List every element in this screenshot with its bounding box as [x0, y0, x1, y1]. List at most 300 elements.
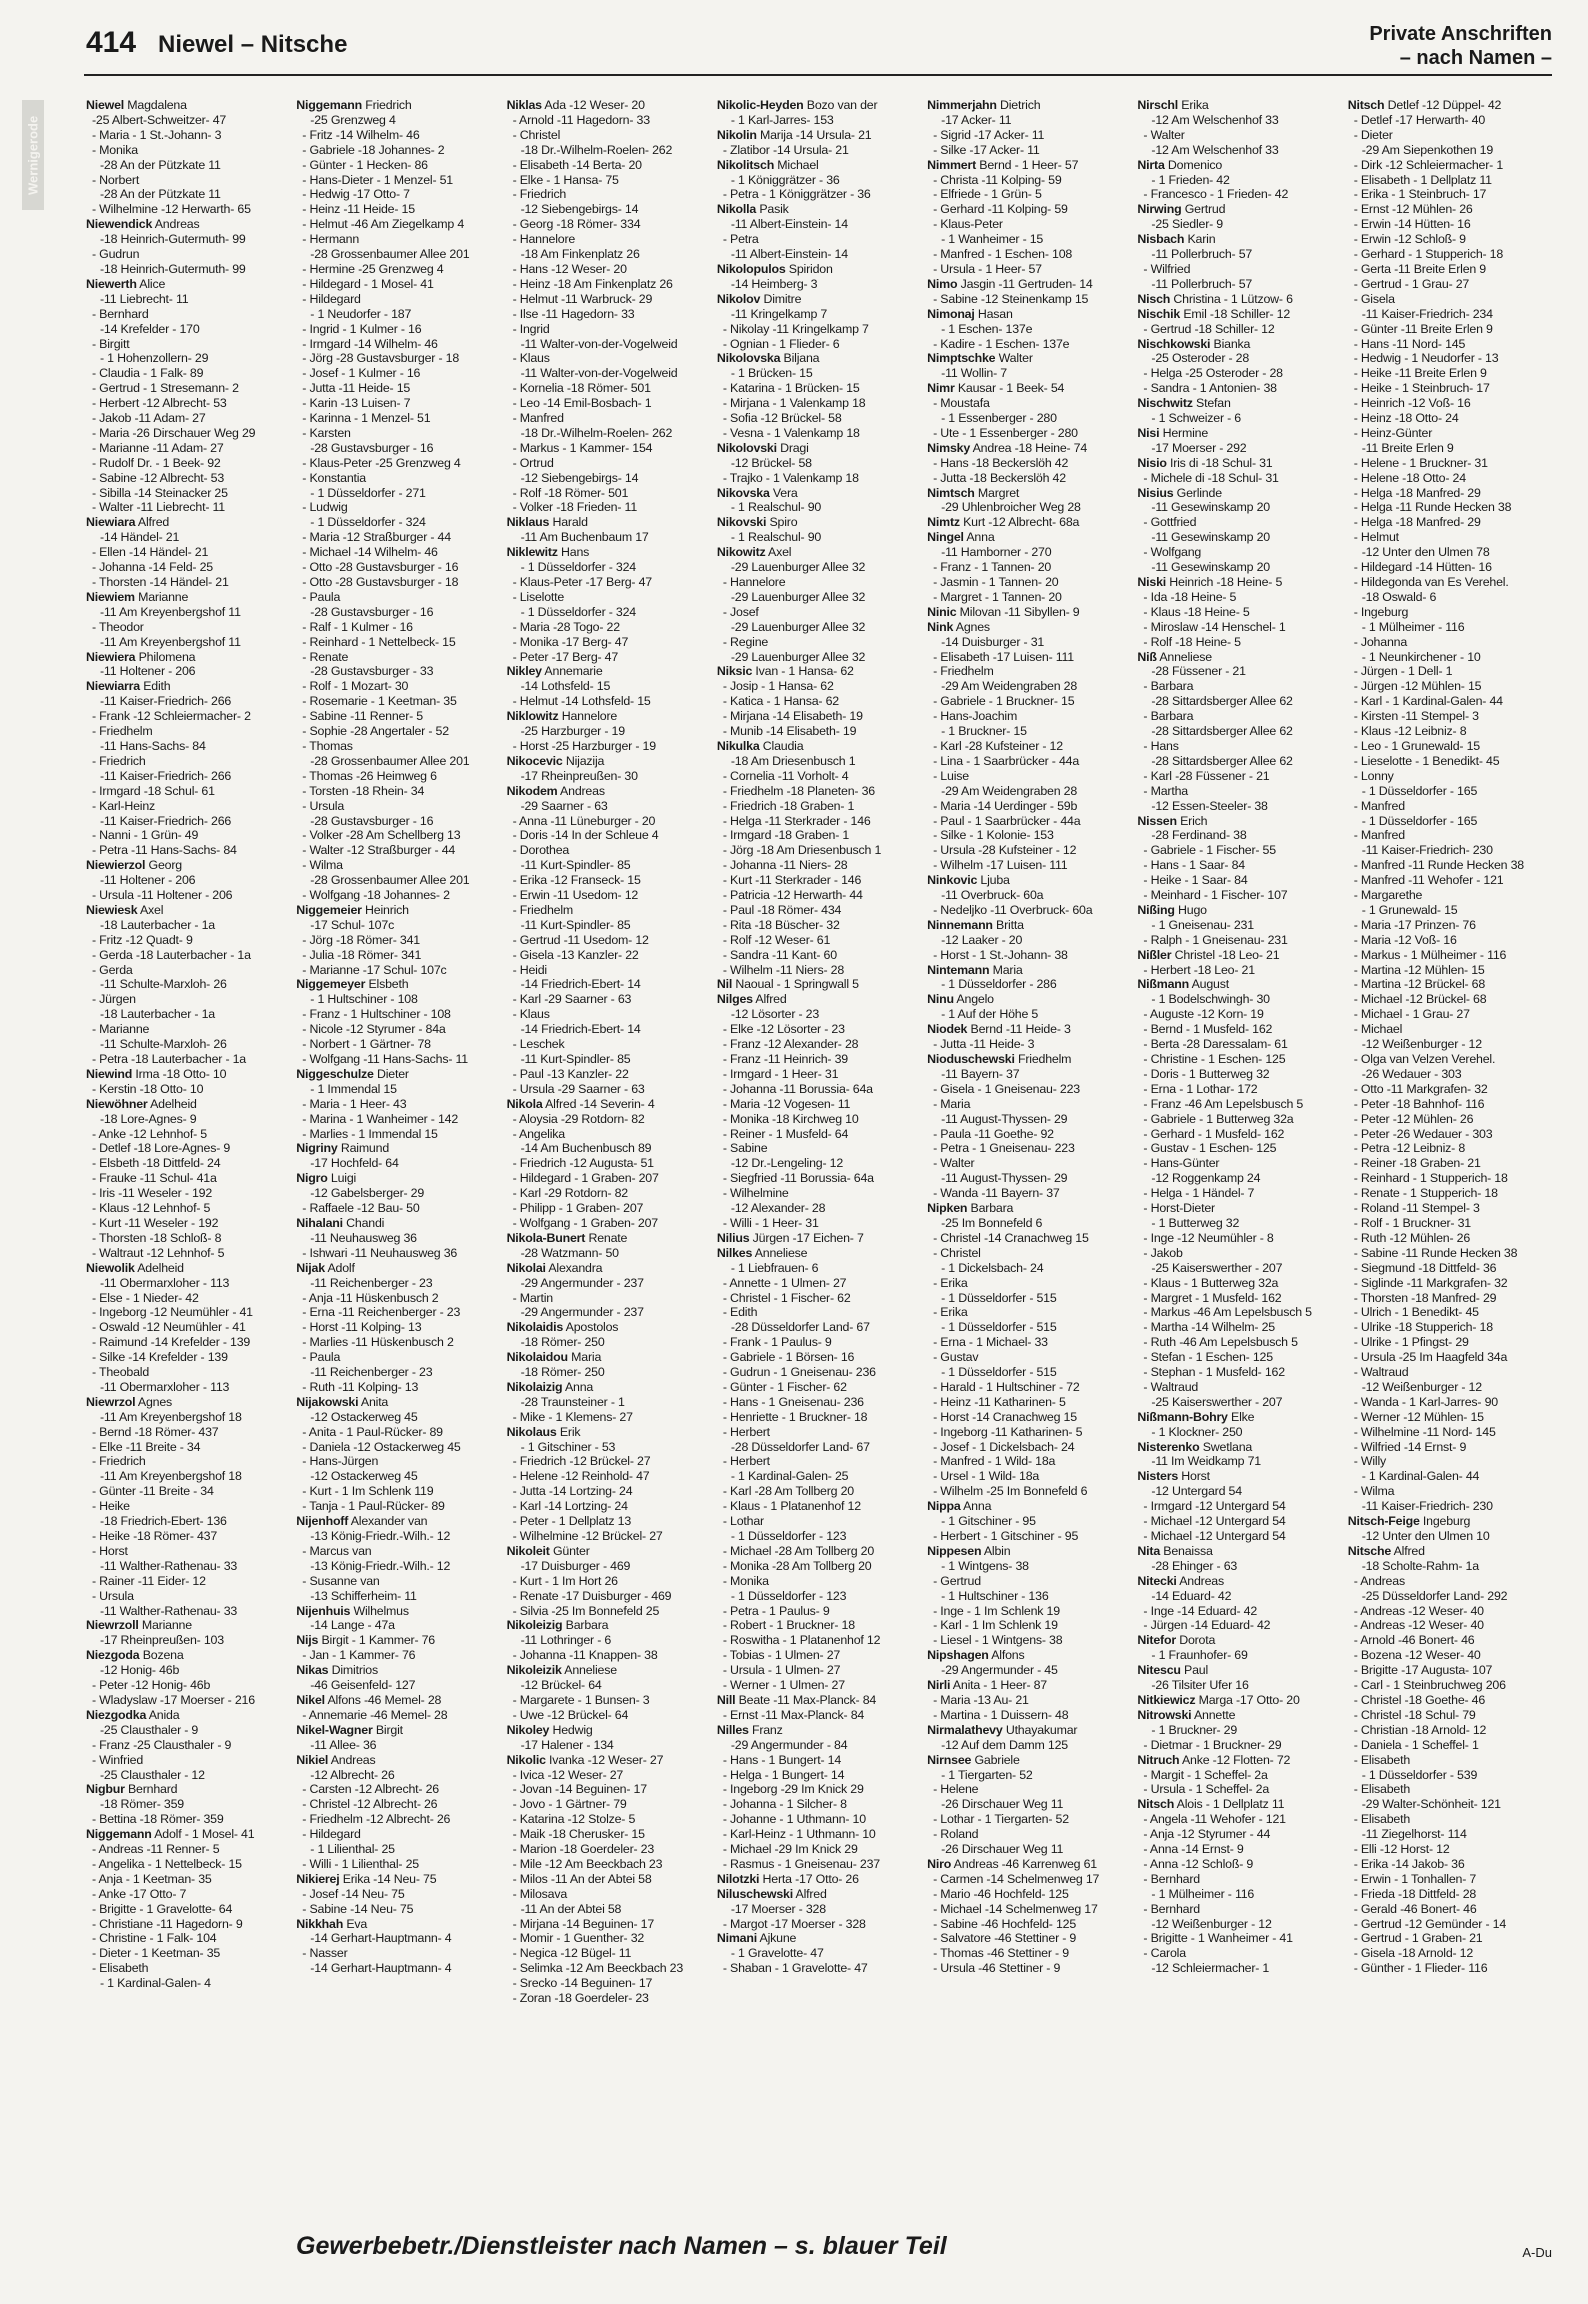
directory-subentry: - Helene -18 Otto- 24 [1353, 470, 1466, 485]
directory-subentry: - Helga -11 Runde Hecken 38 [1353, 500, 1512, 515]
entry-details: Albin [981, 1543, 1011, 1558]
entry-details: Anke -12 Flotten- 72 [1179, 1752, 1291, 1767]
surname: Nikolla [716, 202, 757, 217]
directory-address-line: -11 Ziegelhorst- 114 [1361, 1827, 1467, 1842]
directory-subentry: - Ernst -11 Max-Planck- 84 [722, 1707, 865, 1722]
entry-details: Eva [343, 1916, 368, 1931]
entry-details: Birgit - 1 Kammer- 76 [318, 1633, 436, 1648]
surname: Ningel [927, 530, 964, 545]
directory-subentry: - Erika [933, 1275, 968, 1290]
directory-subentry: -25 Albert-Schweitzer- 47 [92, 112, 227, 127]
directory-subentry: - Christel -12 Albrecht- 26 [302, 1797, 438, 1812]
directory-subentry: - Waltraud [1143, 1379, 1199, 1394]
surname: Nikocevic [506, 753, 563, 768]
directory-address-line: -28 Watzmann- 50 [520, 1245, 619, 1260]
directory-subentry: - Anja -12 Styrumer - 44 [1143, 1827, 1271, 1842]
entry-details: Alois - 1 Dellplatz 11 [1174, 1797, 1285, 1812]
directory-subentry: - Lothar - 1 Tiergarten- 52 [933, 1812, 1069, 1827]
directory-address-line: - 1 Essenberger - 280 [941, 411, 1057, 426]
directory-subentry: - Margret - 1 Musfeld- 162 [1143, 1290, 1282, 1305]
directory-subentry: - Margret - 1 Tannen- 20 [933, 589, 1062, 604]
directory-subentry: - Thomas -46 Stettiner - 9 [933, 1946, 1069, 1961]
directory-entry [717, 486, 921, 501]
directory-subentry: - Anita - 1 Paul-Rücker- 89 [302, 1424, 443, 1439]
directory-subentry: - Elisabeth [1353, 1752, 1411, 1767]
entry-details: Bozena [139, 1648, 184, 1663]
directory-address-line: - 1 Realschul- 90 [730, 530, 822, 545]
directory-subentry: - Heike - 1 Saar- 84 [1143, 873, 1248, 888]
directory-subentry: - Theobald [92, 1365, 150, 1380]
directory-subentry: - Kirsten -11 Stempel- 3 [1353, 709, 1479, 724]
entry-details: Nijazija [562, 753, 605, 768]
directory-address-line: - 1 Kardinal-Galen- 25 [730, 1469, 849, 1484]
directory-subentry: - Michael -14 Wilhelm- 46 [302, 545, 438, 560]
directory-subentry: - Mirjana -14 Elisabeth- 19 [722, 709, 863, 724]
directory-subentry: - Annemarie -46 Memel- 28 [302, 1707, 448, 1722]
directory-entry [507, 754, 711, 769]
directory-address-line: - 1 Realschul- 90 [730, 500, 822, 515]
directory-address-line: -26 Dirschauer Weg 11 [941, 1797, 1064, 1812]
entry-details: Renate [585, 1230, 628, 1245]
directory-subentry: - Maria -28 Togo- 22 [512, 619, 620, 634]
surname: Niggemeyer [296, 977, 366, 992]
entry-details: Dimitre [760, 291, 802, 306]
header-rule [84, 74, 1552, 76]
directory-address-line: -29 Walter-Schönheit- 121 [1361, 1797, 1501, 1812]
directory-entry [296, 1604, 500, 1619]
entry-details: Hedwig [549, 1722, 593, 1737]
entry-details: Britta [992, 917, 1024, 932]
entry-details: Karin [1184, 232, 1216, 247]
directory-subentry: - Monika -17 Berg- 47 [512, 634, 629, 649]
directory-subentry: - Johanna -14 Feld- 25 [92, 560, 213, 575]
directory-subentry: - Jakob -11 Adam- 27 [92, 411, 206, 426]
directory-address-line: -18 Scholte-Rahm- 1a [1361, 1558, 1479, 1573]
directory-address-line: -11 Kaiser-Friedrich- 266 [100, 768, 232, 783]
directory-subentry: - Milosava [512, 1886, 568, 1901]
surname: Niggemann [86, 1827, 152, 1842]
directory-subentry: - Negica -12 Bügel- 11 [512, 1946, 632, 1961]
directory-subentry: - Andreas -12 Weser- 40 [1353, 1603, 1484, 1618]
directory-entry [1137, 202, 1341, 217]
surname: Nilkes [716, 1245, 753, 1260]
directory-subentry: - Bettina -18 Römer- 359 [92, 1812, 224, 1827]
directory-subentry: - Manfred [1353, 798, 1405, 813]
directory-subentry: - Herbert - 1 Gitschiner - 95 [933, 1529, 1079, 1543]
surname: Nirta [1137, 157, 1165, 172]
entry-details: Ivan - 1 Hansa- 62 [752, 664, 854, 679]
surname: Niewöhner [86, 1096, 148, 1111]
directory-subentry: - Erwin -12 Schloß- 9 [1353, 232, 1466, 247]
directory-subentry: - Jürgen - 1 Dell- 1 [1353, 664, 1453, 679]
directory-entry [927, 158, 1131, 173]
directory-subentry: - Gabriele -18 Johannes- 2 [302, 142, 445, 157]
directory-subentry: - Christa -11 Kolping- 59 [933, 172, 1062, 187]
section-title [1369, 22, 1552, 70]
directory-subentry: - Aloysia -29 Rotdorn- 82 [512, 1111, 645, 1126]
directory-entry [1137, 232, 1341, 247]
entry-details: Barbara [562, 1618, 609, 1633]
directory-subentry: - Hans - 1 Saar- 84 [1143, 858, 1245, 873]
directory-address-line: - 1 Bruckner- 29 [1151, 1722, 1238, 1737]
directory-entry [86, 1261, 290, 1276]
directory-entry [1137, 456, 1341, 471]
directory-subentry: - Karinna - 1 Menzel- 51 [302, 411, 431, 426]
directory-address-line: -28 Gustavsburger - 16 [310, 813, 434, 828]
directory-subentry: - Kurt - 1 Im Schlenk 119 [302, 1484, 434, 1499]
directory-address-line: -26 Wedauer - 303 [1361, 1066, 1462, 1081]
directory-subentry: - Sophie -28 Angertaler - 52 [302, 724, 449, 739]
directory-subentry: - Ursula -29 Saarner - 63 [512, 1081, 645, 1096]
surname: Nirnsee [927, 1752, 972, 1767]
directory-subentry: - Ortrud [512, 455, 554, 470]
directory-address-line: -25 Osteroder - 28 [1151, 351, 1250, 366]
directory-entry [507, 1320, 711, 1335]
directory-subentry: - Manfred -11 Wehofer - 121 [1353, 873, 1504, 888]
directory-entry [927, 351, 1131, 366]
directory-entry [927, 486, 1131, 501]
directory-address-line: -17 Rheinpreußen- 103 [100, 1633, 224, 1648]
directory-address-line: -12 Ostackerweg 45 [310, 1409, 418, 1424]
directory-entry [927, 277, 1131, 292]
surname: Niggemeier [296, 902, 362, 917]
directory-subentry: - Nanni - 1 Grün- 49 [92, 828, 199, 843]
surname: Nikolic [506, 1752, 546, 1767]
directory-address-line: -29 Lauenburger Allee 32 [730, 619, 866, 634]
surname: Nimtsch [927, 485, 975, 500]
directory-subentry: - Helene - 1 Bruckner- 31 [1353, 455, 1488, 470]
directory-subentry: - Hannelore [722, 575, 786, 589]
directory-subentry: - Rita -18 Büscher- 32 [722, 917, 840, 932]
directory-subentry: - Bernhard [1143, 1901, 1200, 1916]
entry-details: Marianne [134, 589, 189, 604]
directory-subentry: - Heinz -11 Katharinen- 5 [933, 1394, 1066, 1409]
directory-subentry: - Berta -28 Daressalam- 61 [1143, 1037, 1288, 1052]
directory-subentry: - Petra - 1 Paulus- 9 [722, 1603, 830, 1618]
directory-address-line: -18 Lauterbacher - 1a [100, 917, 215, 932]
directory-subentry: - Gertrud - 1 Graben- 21 [1353, 1931, 1483, 1946]
surname: Nikley [506, 664, 542, 679]
directory-address-line: -28 Sittardsberger Allee 62 [1151, 724, 1293, 739]
directory-subentry: - Elisabeth [92, 1961, 149, 1976]
directory-entry [717, 292, 921, 307]
directory-subentry: - Arnold -46 Bonert- 46 [1353, 1633, 1475, 1648]
directory-subentry: - Franz - 1 Hultschiner - 108 [302, 1007, 451, 1022]
directory-subentry: - Hans - 1 Bungert- 14 [722, 1752, 842, 1767]
directory-address-line: -28 Grossenbaumer Allee 201 [310, 247, 470, 262]
directory-subentry: - Christel -18 Goethe- 46 [1353, 1692, 1486, 1707]
entry-details: Alexandra [545, 1260, 603, 1275]
directory-address-line: - 1 Hultschiner - 108 [310, 992, 418, 1007]
directory-subentry: - Maria -14 Uerdinger - 59b [933, 798, 1078, 813]
directory-subentry: - Helga - 1 Händel- 7 [1143, 1186, 1255, 1201]
surname: Nikolin [716, 127, 757, 142]
directory-subentry: - Susanne van [302, 1573, 380, 1588]
directory-address-line: -11 August-Thyssen- 29 [941, 1171, 1068, 1186]
surname: Nißler [1137, 947, 1172, 962]
directory-subentry: - Paula [302, 1350, 341, 1365]
directory-subentry: - Jutta -11 Heide- 3 [933, 1037, 1035, 1052]
directory-address-line: -11 Kaiser-Friedrich- 230 [1361, 1499, 1493, 1514]
directory-address-line: -28 Füssener - 21 [1151, 664, 1246, 679]
directory-subentry: - Gottfried [1143, 515, 1197, 530]
directory-entry [86, 217, 290, 232]
directory-subentry: - Patricia -12 Herwarth- 44 [722, 888, 863, 903]
directory-subentry: - Hans -12 Weser- 20 [512, 261, 627, 276]
directory-subentry: - Maria -13 Au- 21 [933, 1692, 1029, 1707]
directory-subentry: - Walter -11 Liebrecht- 11 [92, 500, 225, 515]
directory-address-line: -18 Am Finkenplatz 26 [520, 247, 640, 262]
directory-entry [1137, 1633, 1341, 1648]
surname: Nimtz [927, 515, 960, 530]
directory-address-line: -11 Albert-Einstein- 14 [730, 217, 848, 232]
entry-details: Chandi [342, 1215, 385, 1230]
directory-address-line: -12 Albrecht- 26 [310, 1767, 395, 1782]
directory-entry [86, 1782, 290, 1797]
directory-address-line: - 1 Düsseldorfer - 123 [730, 1588, 847, 1603]
directory-entry [296, 1261, 500, 1276]
directory-entry [86, 515, 290, 530]
directory-subentry: - Gabriele - 1 Butterweg 32a [1143, 1111, 1294, 1126]
surname: Nisio [1137, 455, 1167, 470]
directory-entry [927, 1648, 1131, 1663]
directory-subentry: - Nicole -12 Styrumer - 84a [302, 1022, 446, 1037]
directory-subentry: - Martin [512, 1290, 553, 1305]
directory-subentry: - Paul -13 Kanzler- 22 [512, 1066, 629, 1081]
directory-column-4 [717, 98, 921, 2208]
directory-subentry: - Heidi [512, 962, 547, 977]
directory-entry [927, 307, 1131, 322]
directory-column-1 [86, 98, 290, 2208]
surname: Niklewitz [506, 545, 558, 560]
directory-subentry: - Raffaele -12 Bau- 50 [302, 1201, 420, 1216]
entry-details: Annemarie [541, 664, 603, 679]
surname: Nigriny [296, 1141, 338, 1156]
directory-address-line: -29 Am Weidengraben 28 [941, 679, 1078, 694]
directory-address-line: -14 Händel- 21 [100, 530, 180, 545]
directory-address-line: -11 Reichenberger - 23 [310, 1365, 433, 1380]
entry-details: Ivanka -12 Weser- 27 [545, 1752, 664, 1767]
directory-subentry: - Irmgard -14 Wilhelm- 46 [302, 336, 438, 351]
surname: Nipshagen [927, 1648, 989, 1663]
directory-subentry: - Reiner -18 Graben- 21 [1353, 1156, 1481, 1171]
directory-subentry: - Wolfgang -11 Hans-Sachs- 11 [302, 1052, 468, 1066]
directory-entry [296, 98, 500, 113]
directory-subentry: - Ruth -46 Am Lepelsbusch 5 [1143, 1335, 1298, 1350]
directory-subentry: - Roland -11 Stempel- 3 [1353, 1201, 1480, 1216]
directory-subentry: - Sabine -12 Steinenkamp 15 [933, 291, 1089, 306]
entry-details: Annette [1191, 1707, 1236, 1722]
directory-subentry: - Helmut [1353, 530, 1399, 545]
entry-details: Dorota [1175, 1633, 1216, 1648]
directory-subentry: - Lonny [1353, 768, 1394, 783]
directory-address-line: -18 Römer- 359 [100, 1797, 184, 1812]
directory-address-line: -11 Kurt-Spindler- 85 [520, 858, 631, 873]
entry-details: Axel [137, 902, 164, 917]
directory-subentry: - Inge -14 Eduard- 42 [1143, 1603, 1258, 1618]
directory-subentry: - Hans -18 Beckerslöh 42 [933, 455, 1069, 470]
directory-address-line: -14 Gerhart-Hauptmann- 4 [310, 1961, 452, 1976]
directory-subentry: - Paula [302, 589, 341, 604]
directory-subentry: - Sofia -12 Brückel- 58 [722, 411, 842, 426]
directory-address-line: -14 Gerhart-Hauptmann- 4 [310, 1931, 452, 1946]
directory-subentry: - Philipp - 1 Graben- 207 [512, 1201, 644, 1216]
directory-column-6 [1137, 98, 1341, 2208]
surname: Nijs [296, 1633, 319, 1648]
entry-details: Ajkune [756, 1931, 797, 1946]
directory-address-line: -12 Siebengebirgs- 14 [520, 470, 639, 485]
directory-subentry: - Renate -17 Duisburger - 469 [512, 1588, 672, 1603]
directory-subentry: - Martina -12 Brückel- 68 [1353, 977, 1486, 992]
directory-subentry: - Anke -12 Lehnhof- 5 [92, 1126, 207, 1141]
directory-subentry: - Erika -14 Jakob- 36 [1353, 1856, 1465, 1871]
directory-subentry: - Friedhelm -18 Planeten- 36 [722, 783, 875, 798]
directory-address-line: - 1 Hohenzollern- 29 [100, 351, 209, 366]
directory-subentry: - Ursula - 1 Scheffel- 2a [1143, 1782, 1270, 1797]
directory-subentry: - Gerhard -11 Kolping- 59 [933, 202, 1068, 217]
surname: Nippa [927, 1499, 961, 1514]
directory-address-line: -12 Weißenburger - 12 [1361, 1037, 1482, 1052]
directory-subentry: - Friedhelm [512, 902, 574, 917]
entry-details: Kurt -12 Albrecht- 68a [959, 515, 1080, 530]
directory-subentry: - Erika -12 Franseck- 15 [512, 873, 641, 888]
directory-subentry: - Jürgen -14 Eduard- 42 [1143, 1618, 1271, 1633]
directory-subentry: - Friedrich [512, 187, 567, 202]
directory-subentry: - Heinz -11 Heide- 15 [302, 202, 415, 217]
directory-subentry: - Gertrud [933, 1573, 981, 1588]
directory-address-line: -11 Liebrecht- 11 [100, 291, 189, 306]
surname: Nikovska [716, 485, 770, 500]
directory-entry [927, 620, 1131, 635]
directory-subentry: - Birgitt [92, 336, 130, 351]
directory-subentry: - Kornelia -18 Römer- 501 [512, 381, 651, 396]
directory-subentry: - Bernhard [1143, 1871, 1200, 1886]
directory-subentry: - Maria - 1 St.-Johann- 3 [92, 127, 222, 142]
directory-subentry: - Klaus-Peter -25 Grenzweg 4 [302, 455, 461, 470]
entry-details: Adelheid [134, 1260, 184, 1275]
directory-subentry: - Oswald -12 Neumühler - 41 [92, 1320, 246, 1335]
directory-subentry: - Liesel - 1 Wintgens- 38 [933, 1633, 1063, 1648]
directory-subentry: - Detlef -17 Herwarth- 40 [1353, 112, 1486, 127]
directory-column-3 [507, 98, 711, 2208]
directory-address-line: -14 Heimberg- 3 [730, 276, 818, 291]
directory-entry [507, 98, 711, 113]
directory-address-line: - 1 Kardinal-Galen- 44 [1361, 1469, 1480, 1484]
directory-subentry: - Wanda -11 Bayern- 37 [933, 1186, 1060, 1201]
surname: Nikolaidou [506, 1350, 568, 1365]
surname: Niewiem [86, 589, 135, 604]
directory-subentry: - Christine - 1 Falk- 104 [92, 1931, 217, 1946]
surname: Nikolovska [716, 351, 781, 366]
directory-address-line: -18 Lauterbacher - 1a [100, 1007, 215, 1022]
directory-address-line: - 1 Wintgens- 38 [941, 1558, 1029, 1573]
directory-subentry: - Peter -12 Mühlen- 26 [1353, 1111, 1474, 1126]
surname: Nißing [1137, 902, 1175, 917]
directory-subentry: - Srecko -14 Beguinen- 17 [512, 1976, 653, 1991]
directory-entry [927, 1544, 1131, 1559]
surname: Nil [716, 977, 733, 992]
directory-address-line: -11 Lothringer - 6 [520, 1633, 612, 1648]
surname: Niski [1137, 575, 1167, 589]
entry-details: Herta -17 Otto- 26 [759, 1871, 859, 1886]
directory-subentry: - Reiner - 1 Musfeld- 64 [722, 1126, 849, 1141]
directory-address-line: -29 Angermunder - 84 [730, 1737, 848, 1752]
directory-subentry: - Inge -12 Neumühler - 8 [1143, 1230, 1274, 1245]
directory-address-line: -12 Essen-Steeler- 38 [1151, 798, 1268, 813]
directory-subentry: - Ingeborg -12 Neumühler - 41 [92, 1305, 253, 1320]
surname: Nißmann-Bohry [1137, 1409, 1228, 1424]
directory-subentry: - Elisabeth -17 Luisen- 111 [933, 649, 1074, 664]
entry-details: Adolf [324, 1260, 355, 1275]
directory-address-line: -11 Pollerbruch- 57 [1151, 276, 1253, 291]
directory-subentry: - Heike -18 Römer- 437 [92, 1529, 218, 1543]
directory-subentry: - Carola [1143, 1946, 1186, 1961]
directory-subentry: - Petra -18 Lauterbacher - 1a [92, 1052, 246, 1066]
entry-details: Alfred [792, 1886, 827, 1901]
directory-subentry: - Ernst -12 Mühlen- 26 [1353, 202, 1473, 217]
surname: Nilius [716, 1230, 750, 1245]
directory-address-line: -11 Im Weidkamp 71 [1151, 1454, 1261, 1469]
directory-subentry: - Horst - 1 St.-Johann- 38 [933, 947, 1068, 962]
directory-subentry: - Jasmin - 1 Tannen- 20 [933, 575, 1059, 589]
entry-details: Georg [145, 858, 182, 873]
entry-details: Alfred [1391, 1543, 1425, 1558]
directory-entry [927, 1857, 1131, 1872]
entry-details: Dragi [776, 440, 809, 455]
directory-address-line: - 1 Düsseldorfer - 123 [730, 1529, 847, 1543]
directory-subentry: - Michael - 1 Grau- 27 [1353, 1007, 1470, 1022]
directory-subentry: - Maria -12 Straßburger - 44 [302, 530, 451, 545]
entry-details: Ljuba [977, 873, 1010, 888]
directory-entry [717, 545, 921, 560]
directory-subentry: - Erwin - 1 Tonhallen- 7 [1353, 1871, 1477, 1886]
directory-subentry: - Günther - 1 Flieder- 116 [1353, 1961, 1488, 1976]
directory-subentry: - Meinhard - 1 Fischer- 107 [1143, 888, 1288, 903]
entry-details: Magdalena [124, 98, 187, 112]
directory-subentry: - Hedwig -17 Otto- 7 [302, 187, 410, 202]
directory-subentry: - Marcus van [302, 1543, 372, 1558]
directory-subentry: - Hans-Günter [1143, 1156, 1220, 1171]
directory-subentry: - Kerstin -18 Otto- 10 [92, 1081, 204, 1096]
directory-subentry: - Friedhelm -12 Albrecht- 26 [302, 1812, 451, 1827]
directory-subentry: - Tobias - 1 Ulmen- 27 [722, 1648, 841, 1663]
directory-entry [1137, 1708, 1341, 1723]
surname: Niewiarra [86, 679, 140, 694]
directory-address-line: -11 Gesewinskamp 20 [1151, 500, 1270, 515]
surname: Niklas [506, 98, 542, 112]
entry-details: Adolf - 1 Mosel- 41 [151, 1827, 255, 1842]
directory-subentry: - Petra -11 Hans-Sachs- 84 [92, 843, 237, 858]
directory-address-line: -12 Siebengebirgs- 14 [520, 202, 639, 217]
directory-subentry: - Brigitte - 1 Wanheimer - 41 [1143, 1931, 1293, 1946]
directory-subentry: - Rosemarie - 1 Keetman- 35 [302, 694, 457, 709]
directory-subentry: - Julia -18 Römer- 341 [302, 947, 422, 962]
directory-subentry: - Anna -12 Schloß- 9 [1143, 1856, 1254, 1871]
directory-subentry: - Herbert [722, 1424, 770, 1439]
directory-subentry: - Rolf -12 Weser- 61 [722, 932, 831, 947]
directory-subentry: - Helga -11 Sterkrader - 146 [722, 813, 871, 828]
directory-subentry: - Zlatibor -14 Ursula- 21 [722, 142, 849, 157]
directory-address-line: - 1 Grunewald- 15 [1361, 902, 1458, 917]
entry-details: Milovan -11 Sibyllen- 9 [956, 604, 1080, 619]
directory-address-line: -25 Clausthaler - 9 [100, 1722, 199, 1737]
directory-subentry: - Claudia - 1 Falk- 89 [92, 366, 204, 381]
directory-column-7 [1348, 98, 1552, 2208]
entry-details: Kausar - 1 Beek- 54 [954, 381, 1065, 396]
directory-address-line: -11 Walter-von-der-Vogelweid [520, 366, 678, 381]
directory-entry [86, 1618, 290, 1633]
directory-subentry: - Wolfgang -18 Johannes- 2 [302, 888, 450, 903]
